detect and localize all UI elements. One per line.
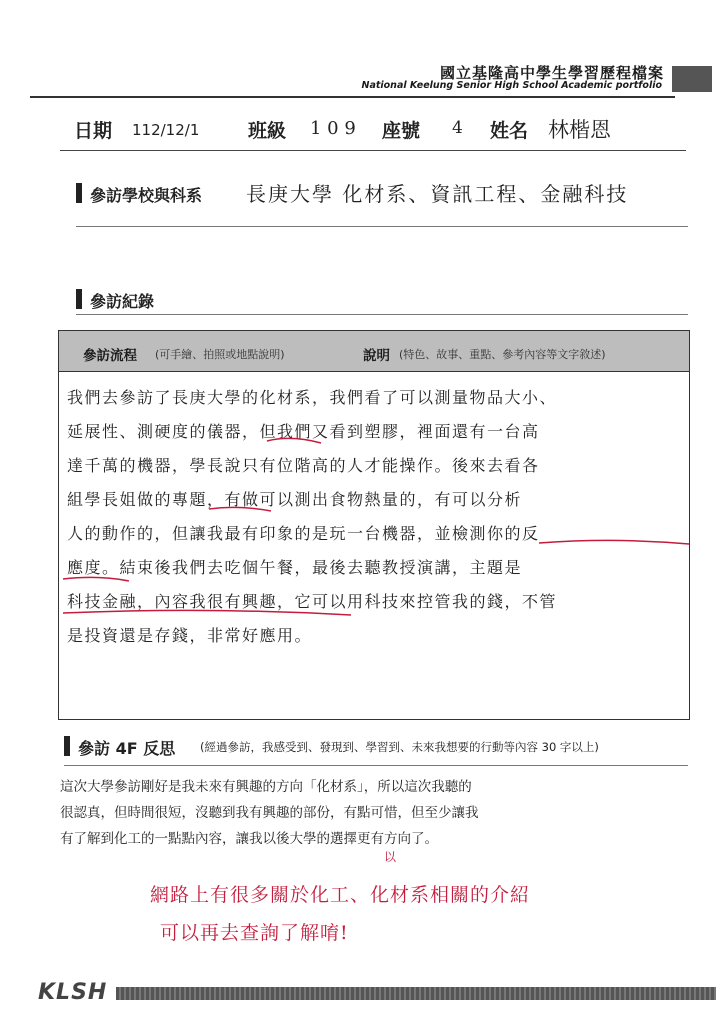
record-line: 應度。結束後我們去吃個午餐，最後去聽教授演講，主題是 — [67, 558, 523, 577]
info-row-underline — [60, 150, 686, 151]
reflection-line: 這次大學參訪剛好是我未來有興趣的方向「化材系」，所以這次我聽的 — [60, 779, 472, 795]
school-section-value: 長庚大學 化材系、資訊工程、金融科技 — [246, 182, 629, 206]
record-section-underline — [76, 314, 688, 315]
record-line: 達千萬的機器，學長說只有位階高的人才能操作。後來去看各 — [67, 456, 540, 475]
record-line: 我們去參訪了長庚大學的化材系，我們看了可以測量物品大小、 — [67, 388, 558, 407]
date-value: 112/12/1 — [132, 121, 200, 139]
table-col2-title: 說明 — [363, 348, 390, 364]
seat-value: 4 — [452, 118, 463, 138]
record-section-title: 參訪紀錄 — [90, 292, 155, 311]
reflection-text — [60, 774, 710, 852]
name-value: 林楷恩 — [548, 118, 611, 142]
visit-record-table — [58, 330, 690, 720]
section-marker — [76, 289, 82, 309]
section-marker — [64, 736, 70, 756]
class-value: 1 0 9 — [310, 118, 356, 139]
insert-mark: 以 — [384, 850, 397, 864]
name-label: 姓名 — [490, 120, 529, 142]
class-label: 班級 — [248, 120, 287, 142]
record-line: 是投資還是存錢，非常好應用。 — [67, 626, 313, 645]
date-label: 日期 — [74, 120, 113, 142]
school-section-underline — [76, 226, 688, 227]
footer-bar — [116, 987, 716, 1000]
table-col2-note: (特色、故事、重點、參考內容等文字敘述) — [399, 348, 606, 361]
reflection-section-title: 參訪 4F 反思 — [78, 739, 176, 758]
document-subtitle: National Keelung Senior High School Academic portfolio — [361, 80, 662, 91]
school-section-title: 參訪學校與科系 — [90, 186, 203, 205]
section-marker — [76, 183, 82, 203]
reflection-section-note: (經過參訪，我感受到、發現到、學習到、未來我想要的行動等內容 30 字以上) — [200, 740, 599, 754]
seat-label: 座號 — [382, 120, 421, 142]
header-accent-block — [672, 66, 712, 92]
record-line: 人的動作的，但讓我最有印象的是玩一台機器，並檢測你的反 — [67, 524, 540, 543]
header-divider — [30, 96, 675, 98]
reflection-line: 很認真，但時間很短，沒聽到我有興趣的部份，有點可惜，但至少讓我 — [60, 805, 479, 821]
table-col1-title: 參訪流程 — [83, 348, 137, 364]
teacher-comment-line1: 網路上有很多關於化工、化材系相關的介紹 — [150, 884, 531, 906]
handwritten-underlines — [59, 331, 689, 719]
klsh-logo: KLSH — [38, 980, 108, 1005]
record-line: 延展性、測硬度的儀器，但我們又看到塑膠，裡面還有一台高 — [67, 422, 540, 441]
teacher-comment-line2: 可以再去查詢了解唷! — [160, 922, 349, 944]
table-col1-note: (可手繪、拍照或地點說明) — [155, 348, 285, 361]
reflection-line: 有了解到化工的一點點內容，讓我以後大學的選擇更有方向了。 — [60, 831, 438, 847]
record-line: 組學長姐做的專題，有做可以測出食物熱量的，有可以分析 — [67, 490, 523, 509]
document-title: 國立基隆高中學生學習歷程檔案 — [439, 64, 664, 82]
record-line: 科技金融，內容我很有興趣，它可以用科技來控管我的錢，不管 — [67, 592, 558, 611]
reflection-section-underline — [64, 765, 688, 766]
